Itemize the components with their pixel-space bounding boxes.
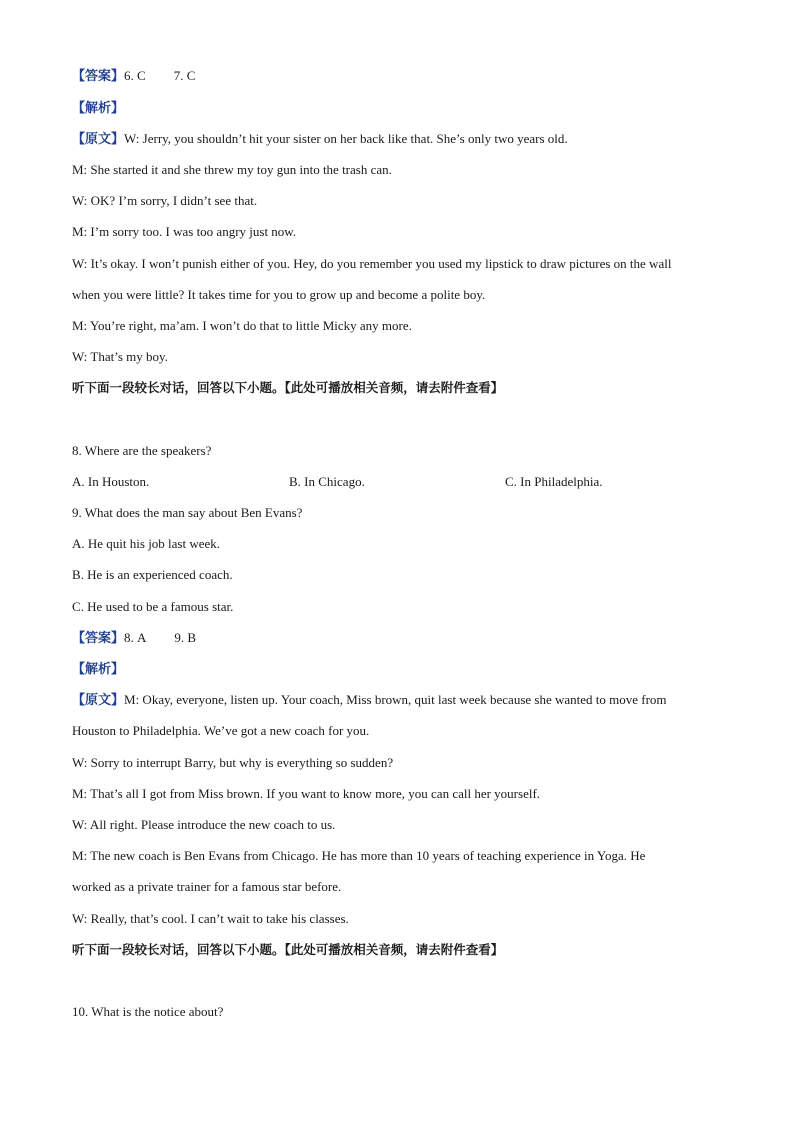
instruction-line: 听下面一段较长对话，回答以下小题。【此处可播放相关音频，请去附件查看】 [72, 942, 504, 957]
analysis-tag: 【解析】 [72, 100, 125, 115]
analysis-line-1 [72, 100, 732, 116]
instruction-line: 听下面一段较长对话，回答以下小题。【此处可播放相关音频，请去附件查看】 [72, 380, 504, 395]
transcript-line: when you were little? It takes time for you to grow up and become a polite boy. [72, 287, 486, 302]
answer-9: 9. B [174, 630, 197, 645]
question-10: 10. What is the notice about? [72, 1004, 224, 1019]
analysis-line-2 [72, 661, 732, 677]
q8-option-c: C. In Philadelphia. [505, 474, 603, 489]
transcript-line: W: It’s okay. I won’t punish either of you. Hey, do you remember you used my lipstick to draw pictures on the wall [72, 256, 672, 271]
transcript-line: Houston to Philadelphia. We’ve got a new coach for you. [72, 723, 370, 738]
transcript-line: M: I’m sorry too. I was too angry just now. [72, 224, 297, 239]
transcript-line: W: OK? I’m sorry, I didn’t see that. [72, 193, 258, 208]
transcript-line: M: You’re right, ma’am. I won’t do that to little Micky any more. [72, 318, 412, 333]
transcript-line: W: All right. Please introduce the new coach to us. [72, 817, 336, 832]
q8-option-a: A. In Houston. [72, 474, 150, 489]
transcript-line: M: The new coach is Ben Evans from Chicago. He has more than 10 years of teaching experience in Yoga. He [72, 848, 646, 863]
source-tag: 【原文】 [72, 131, 125, 146]
question-8: 8. Where are the speakers? [72, 443, 212, 458]
source-tag: 【原文】 [72, 692, 125, 707]
answer-line-1 [72, 68, 732, 84]
transcript-line: W: Sorry to interrupt Barry, but why is everything so sudden? [72, 755, 394, 770]
q8-option-b: B. In Chicago. [289, 474, 365, 489]
transcript-line: 【原文】M: Okay, everyone, listen up. Your coach, Miss brown, quit last week because she wanted to move from [72, 692, 667, 707]
transcript-line: W: Really, that’s cool. I can’t wait to take his classes. [72, 911, 349, 926]
transcript-line: M: She started it and she threw my toy gun into the trash can. [72, 162, 392, 177]
question-9: 9. What does the man say about Ben Evans? [72, 505, 303, 520]
answer-6: 6. C [124, 68, 146, 83]
q9-option-b: B. He is an experienced coach. [72, 567, 233, 582]
transcript-line: 【原文】W: Jerry, you shouldn’t hit your sister on her back like that. She’s only two years old. [72, 131, 568, 146]
answer-tag: 【答案】 [72, 68, 125, 83]
q9-option-a: A. He quit his job last week. [72, 536, 221, 551]
transcript-line: M: That’s all I got from Miss brown. If you want to know more, you can call her yourself. [72, 786, 541, 801]
transcript-line: W: That’s my boy. [72, 349, 168, 364]
answer-7: 7. C [173, 68, 196, 83]
answer-tag: 【答案】 [72, 630, 125, 645]
answer-line-2 [72, 630, 732, 646]
answer-8: 8. A [124, 630, 147, 645]
q9-option-c: C. He used to be a famous star. [72, 599, 234, 614]
analysis-tag: 【解析】 [72, 661, 125, 676]
transcript-line: worked as a private trainer for a famous star before. [72, 879, 342, 894]
